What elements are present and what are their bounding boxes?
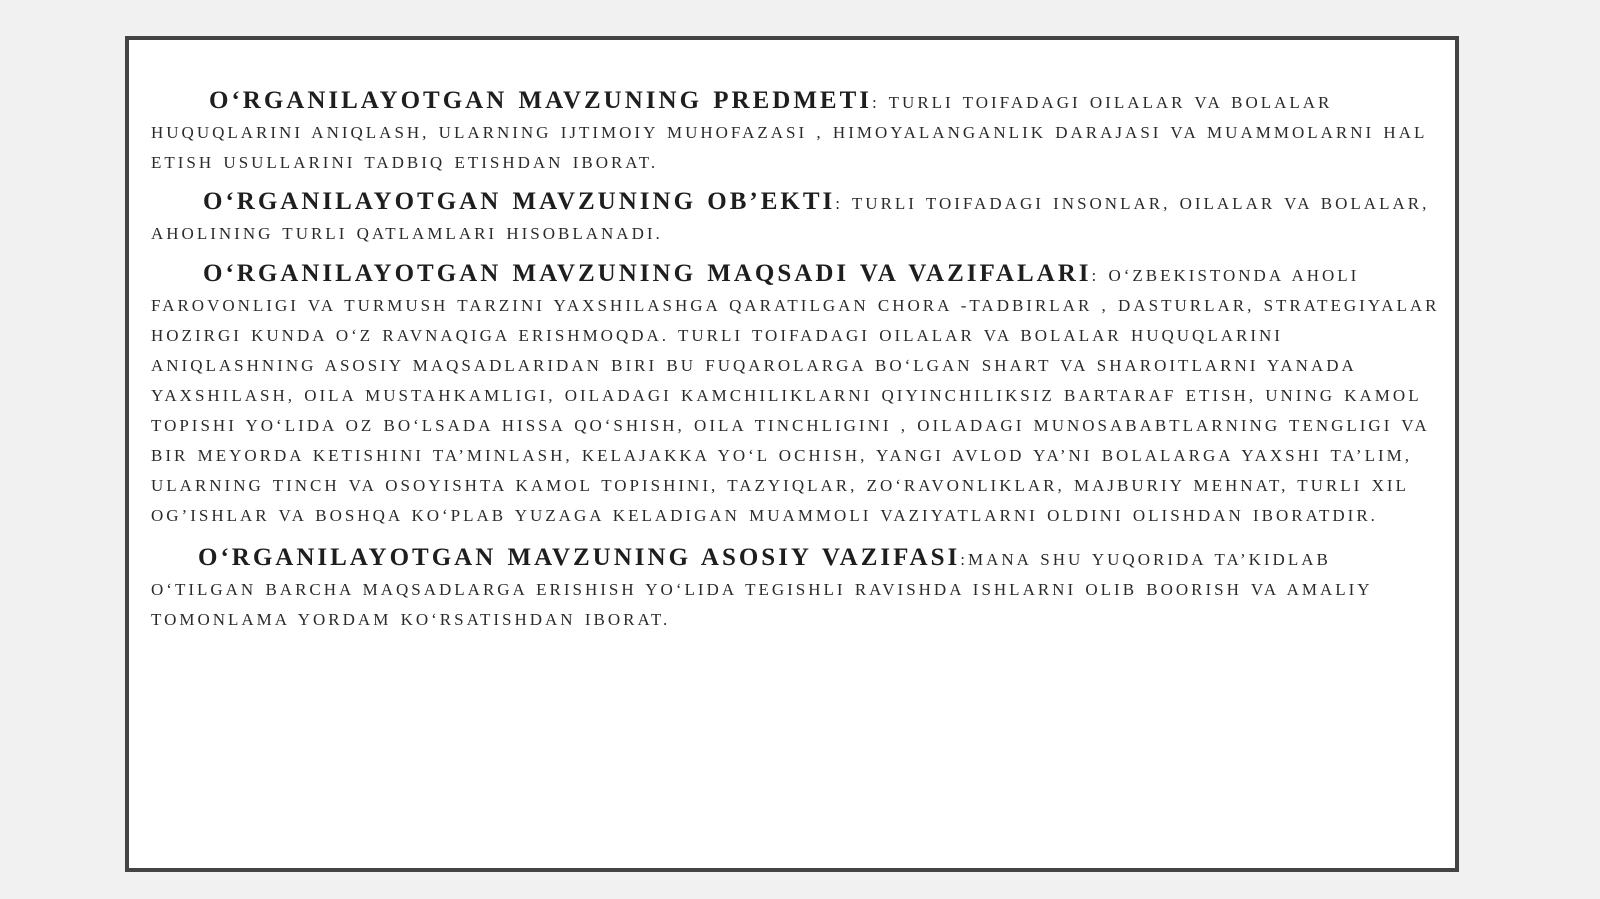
- section-obekti: [151, 187, 1441, 249]
- section-heading: O‘RGANILAYOTGAN MAVZUNING ASOSIY VAZIFASI: [198, 544, 961, 571]
- section-separator: :: [872, 93, 889, 112]
- section-maqsadi: [151, 259, 1441, 531]
- section-separator: :: [835, 194, 852, 213]
- section-text: MANA SHU YUQORIDA TA’KIDLAB O‘TILGAN BARCHA MAQSADLARGA ERISHISH YO‘LIDA TEGISHLI RAVISHDA ISHLARNI OLIB BOORISH VA AMALIY TOMONLAMA YORDAM KO‘RSATISHDAN IBORAT.: [151, 550, 1372, 629]
- section-heading: O‘RGANILAYOTGAN MAVZUNING PREDMETI: [209, 87, 872, 114]
- section-heading: O‘RGANILAYOTGAN MAVZUNING OB’EKTI: [203, 188, 836, 215]
- section-heading: O‘RGANILAYOTGAN MAVZUNING MAQSADI VA VAZIFALARI: [203, 260, 1092, 287]
- section-predmeti: [151, 86, 1441, 178]
- section-asosiy-vazifasi: [151, 543, 1441, 635]
- section-text: O‘ZBEKISTONDA AHOLI FAROVONLIGI VA TURMUSH TARZINI YAXSHILASHGA QARATILGAN CHORA -TADBIRLAR , DASTURLAR, STRATEGIYALAR HOZIRGI KUNDA O‘Z RAVNAQIGA ERISHMOQDA. TURLI TOIFADAGI OILALAR VA BOLALAR HUQUQLARINI ANIQLASHNING ASOSIY MAQSADLARIDAN BIRI BU FUQAROLARGA BO‘LGAN SHART VA SHAROITLARNI YANADA YAXSHILASH, OILA MUSTAHKAMLIGI, OILADAGI KAMCHILIKLARNI QIYINCHILIKSIZ BARTARAF ETISH, UNING KAMOL TOPISHI YO‘LIDA OZ BO‘LSADA HISSA QO‘SHISH, OILA TINCHLIGINI , OILADAGI MUNOSABABTLARNING TENGLIGI VA BIR MEYORDA KETISHINI TA’MINLASH, KELAJAKKA YO‘L OCHISH, YANGI AVLOD YA’NI BOLALARGA YAXSHI TA’LIM, ULARNING TINCH VA OSOYISHTA KAMOL TOPISHINI, TAZYIQLAR, ZO‘RAVONLIKLAR, MAJBURIY MEHNAT, TURLI XIL OG’ISHLAR VA BOSHQA KO‘PLAB YUZAGA KELADIGAN MUAMMOLI VAZIYATLARNI OLDINI OLISHDAN IBORATDIR.: [151, 266, 1440, 525]
- section-text: TURLI TOIFADAGI INSONLAR, OILALAR VA BOLALAR, AHOLINING TURLI QATLAMLARI HISOBLANADI.: [151, 194, 1430, 243]
- section-text: TURLI TOIFADAGI OILALAR VA BOLALAR HUQUQLARINI ANIQLASH, ULARNING IJTIMOIY MUHOFAZASI , HIMOYALANGANLIK DARAJASI VA MUAMMOLARNI HAL ETISH USULLARINI TADBIQ ETISHDAN IBORAT.: [151, 93, 1427, 172]
- slide-content: [151, 86, 1441, 635]
- section-separator: :: [1091, 266, 1109, 285]
- section-separator: :: [960, 550, 968, 569]
